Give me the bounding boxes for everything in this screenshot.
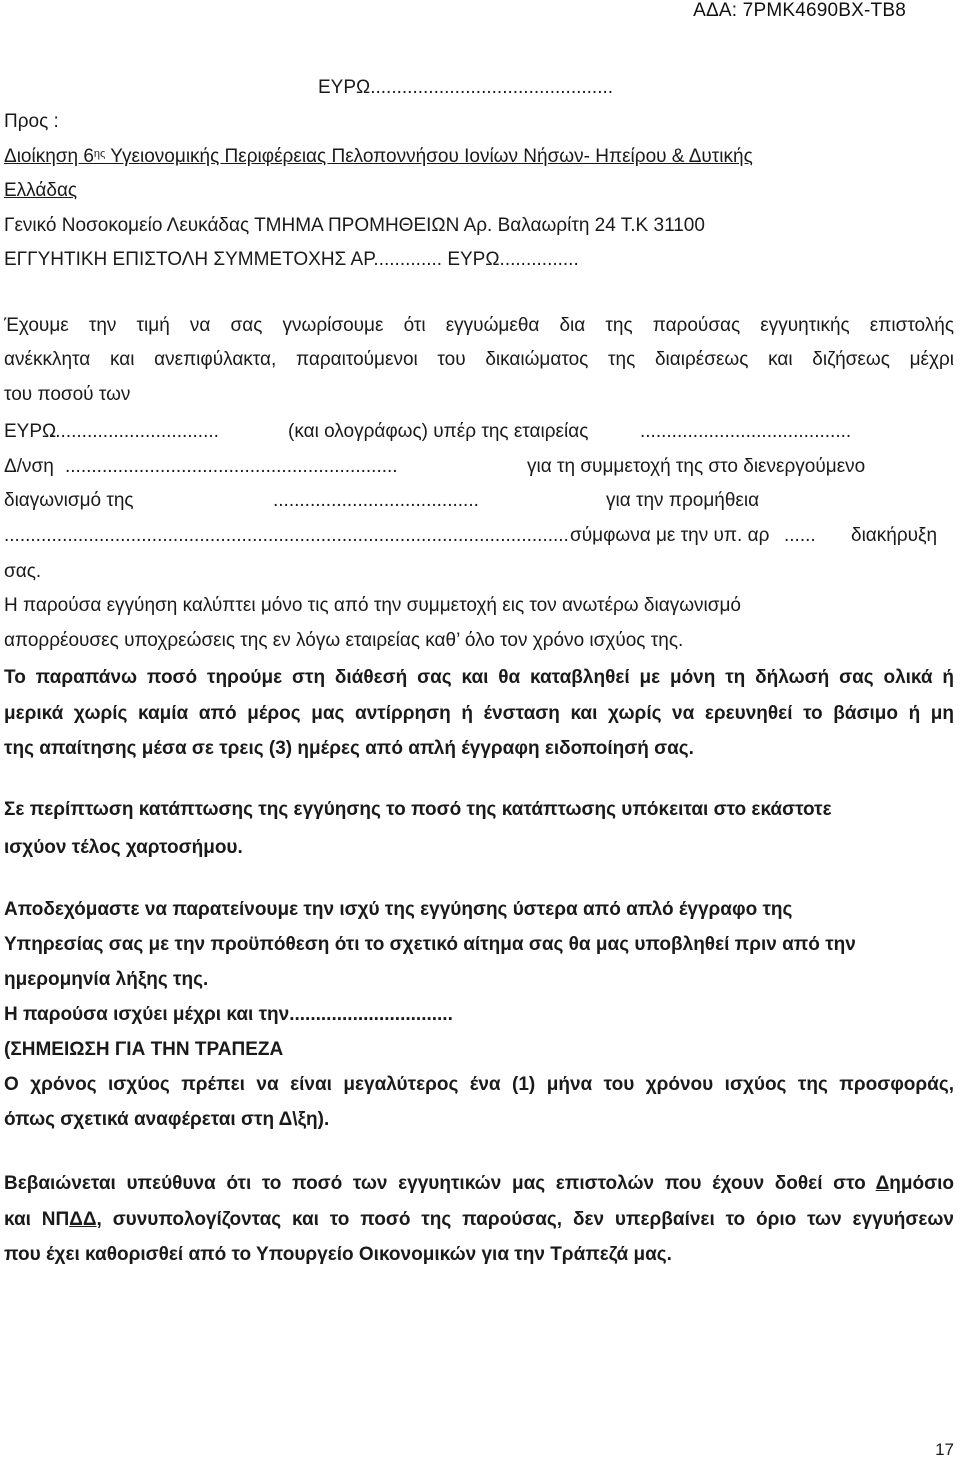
according-text: σύμφωνα με την υπ. αρ [570, 525, 770, 546]
participation-text: για τη συμμετοχή της στο διενεργούμενο [527, 456, 866, 477]
coverage-line2: απορρέουσες υποχρεώσεις της εν λόγω εταιρείας καθ’ όλο τον χρόνο ισχύος της. [4, 630, 684, 651]
euro-label: ΕΥΡΩ [4, 421, 57, 442]
payment-line3: της απαίτησης μέσα σε τρεις (3) ημέρες από απλή έγγραφη ειδοποίησή σας. [4, 738, 694, 759]
bank-note-line1: Ο χρόνος ισχύος πρέπει να είναι μεγαλύτερος ένα (1) μήνα του χρόνου ισχύος της προσφοράς, [4, 1074, 954, 1095]
intro-line1: Έχουμε την τιμή να σας γνωρίσουμε ότι εγγυώμεθα δια της παρούσας εγγυητικής επιστολής [4, 315, 954, 336]
valid-until: Η παρούσα ισχύει μέχρι και την............................... [4, 1004, 453, 1025]
recipient-label: Προς : [4, 111, 59, 132]
page-number: 17 [935, 1440, 954, 1459]
certification-line3: που έχει καθορισθεί από το Υπουργείο Οικονομικών για την Τράπεζά μας. [4, 1244, 672, 1265]
recipient-line2: Ελλάδας [4, 180, 78, 201]
tender-label: διαγωνισμό της [4, 490, 134, 511]
extension-line2: Υπηρεσίας σας με την προϋπόθεση ότι το σχετικό αίτημα σας θα μας υποβληθεί πριν από την [4, 934, 856, 955]
recipient-line1: Διοίκηση $6^{\eta\varsigma}$ Υγειονομικής Περιφέρειας Πελοποννήσου Ιονίων Νήσων- Ηπείρου & Δυτικής [4, 146, 753, 167]
bank-note-title: (ΣΗΜΕΙΩΣΗ ΓΙΑ ΤΗΝ ΤΡΑΠΕΖΑ [4, 1039, 284, 1060]
company-blank: ........................................ [640, 421, 852, 442]
forfeiture-line1: Σε περίπτωση κατάπτωσης της εγγύησης το ποσό της κατάπτωσης υπόκειται στο εκάστοτε [4, 799, 832, 820]
certification-line2: και ΝΠΔΔ, συνυπολογίζοντας και το ποσό της παρούσας, δεν υπερβαίνει το όριο των εγγυήσεων [4, 1209, 954, 1230]
forfeiture-line2: ισχύον τέλος χαρτοσήμου. [4, 837, 243, 858]
certification-line1: Βεβαιώνεται υπεύθυνα ότι το ποσό των εγγυητικών μας επιστολών που έχουν δοθεί στο Δημόσιο [4, 1173, 954, 1194]
supply-blank: ........................................................................................................... [4, 525, 569, 546]
intro-line2: ανέκκλητα και ανεπιφύλακτα, παραιτούμενοι του δικαιώματος της διαιρέσεως και διζήσεως μέχρι [4, 349, 954, 370]
ada-code: ΑΔΑ: 7ΡΜΚ4690ΒΧ-ΤΒ8 [693, 0, 906, 21]
top-euro: ΕΥΡΩ.............................................. [318, 77, 614, 98]
extension-line1: Αποδεχόμαστε να παρατείνουμε την ισχύ της εγγύησης ύστερα από απλό έγγραφο της [4, 899, 793, 920]
coverage-line1: Η παρούσα εγγύηση καλύπτει μόνο τις από την συμμετοχή εις τον ανωτέρω διαγωνισμό [4, 595, 741, 616]
payment-line1: Το παραπάνω ποσό τηρούμε στη διάθεσή σας και θα καταβληθεί με μόνη τη δήλωσή σας ολικά ή [4, 667, 954, 688]
extension-line3: ημερομηνία λήξης της. [4, 969, 209, 990]
intro-line3: του ποσού των [4, 384, 131, 405]
dnsi-blank: ............................................................... [65, 456, 398, 477]
supply-label: για την προμήθεια [606, 490, 760, 511]
yours-text: σας. [4, 561, 42, 582]
recipient-line3: Γενικό Νοσοκομείο Λευκάδας ΤΜΗΜΑ ΠΡΟΜΗΘΕΙΩΝ Αρ. Βαλαωρίτη 24 Τ.Κ 31100 [4, 215, 705, 236]
euro-amount-blank: ................................ [50, 421, 219, 442]
bank-note-line2: όπως σχετικά αναφέρεται στη Δ\ξη). [4, 1109, 330, 1130]
payment-line2: μερικά χωρίς καμία από μέρος μας αντίρρηση ή ένσταση και χωρίς να ερευνηθεί το βάσιμο ή μη [4, 703, 954, 724]
dnsi-label: Δ/νση [4, 456, 54, 477]
declaration-text: διακήρυξη [851, 525, 938, 546]
in-words-text: (και ολογράφως) υπέρ της εταιρείας [288, 421, 589, 442]
declaration-blank: ...... [784, 525, 816, 546]
tender-blank: ....................................... [273, 490, 479, 511]
guarantee-title: ΕΓΓΥΗΤΙΚΗ ΕΠΙΣΤΟΛΗ ΣΥΜΜΕΤΟΧΗΣ ΑΡ............. ΕΥΡΩ............... [4, 249, 579, 270]
